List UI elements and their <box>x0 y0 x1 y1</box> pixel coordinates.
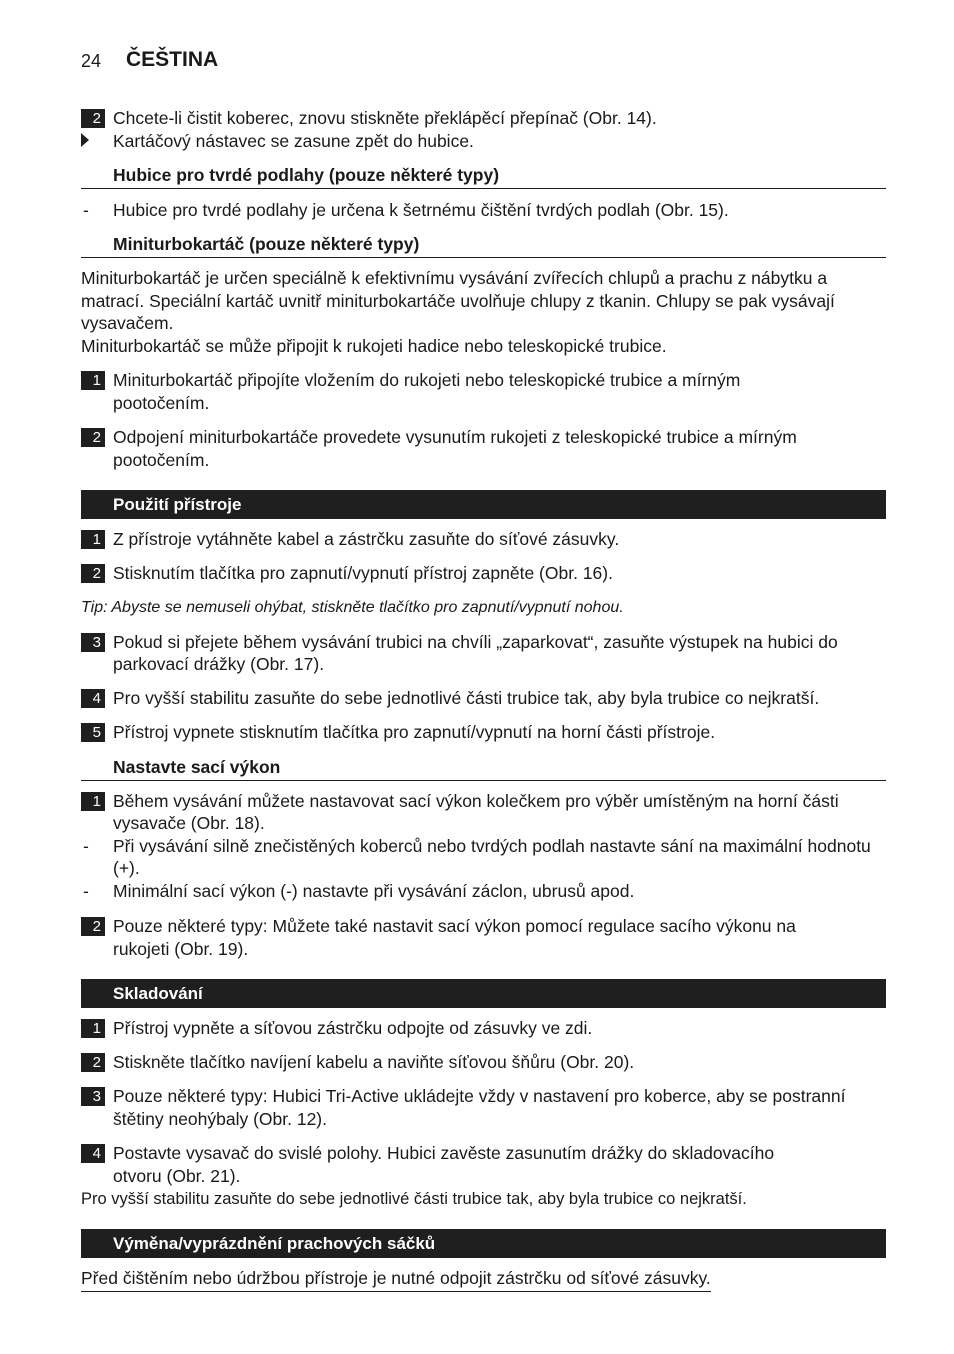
section-heading-mini-turbo: Miniturbokartáč (pouze některé typy) <box>113 234 420 254</box>
heading-rule <box>81 257 886 258</box>
section-bar-using: Použití přístroje <box>81 490 886 519</box>
step-text: štětiny neohýbaly (Obr. 12). <box>113 1109 327 1129</box>
step-text: vysavače (Obr. 18). <box>113 813 265 833</box>
step-text: Pokud si přejete během vysávání trubici na chvíli „zaparkovat“, zasuňte výstupek na hubici do <box>113 632 838 652</box>
result-text: Kartáčový nástavec se zasune zpět do hubice. <box>113 131 474 151</box>
step-text: Pouze některé typy: Hubici Tri-Active ukládejte vždy v nastavení pro koberce, aby se postranní <box>113 1086 846 1106</box>
heading-rule <box>81 188 886 189</box>
paragraph-line: vysavačem. <box>81 313 174 333</box>
section-heading-hard-floor: Hubice pro tvrdé podlahy (pouze některé typy) <box>113 165 500 185</box>
step-number: 3 <box>81 633 105 652</box>
step-text: Přístroj vypněte a síťovou zástrčku odpojte od zásuvky ve zdi. <box>113 1018 593 1038</box>
list-item: Hubice pro tvrdé podlahy je určena k šetrnému čištění tvrdých podlah (Obr. 15). <box>113 200 729 220</box>
step-number: 1 <box>81 530 105 549</box>
list-item: Při vysávání silně znečistěných koberců nebo tvrdých podlah nastavte sání na maximální hodnotu <box>113 836 871 856</box>
step-number: 4 <box>81 689 105 708</box>
step-number: 2 <box>81 109 105 128</box>
dash-bullet: - <box>83 836 89 856</box>
step-text: Z přístroje vytáhněte kabel a zástrčku zasuňte do síťové zásuvky. <box>113 529 620 549</box>
step-text: Stiskněte tlačítko navíjení kabelu a naviňte síťovou šňůru (Obr. 20). <box>113 1052 635 1072</box>
list-item: Minimální sací výkon (-) nastavte při vysávání záclon, ubrusů apod. <box>113 881 635 901</box>
step-number: 1 <box>81 1019 105 1038</box>
paragraph-line: matrací. Speciální kartáč uvnitř miniturbokartáče uvolňuje chlupy z tkanin. Chlupy se pak vysávají <box>81 291 835 311</box>
language-title: ČEŠTINA <box>126 48 219 71</box>
step-number: 2 <box>81 917 105 936</box>
step-text: Pouze některé typy: Můžete také nastavit sací výkon pomocí regulace sacího výkonu na <box>113 916 796 936</box>
step-number: 5 <box>81 723 105 742</box>
step-text: pootočením. <box>113 393 210 413</box>
step-text: otvoru (Obr. 21). <box>113 1166 241 1186</box>
step-text: Stisknutím tlačítka pro zapnutí/vypnutí přístroj zapněte (Obr. 16). <box>113 563 613 583</box>
step-text: Pro vyšší stabilitu zasuňte do sebe jednotlivé části trubice tak, aby byla trubice co nejkratší. <box>113 688 820 708</box>
step-text: Odpojení miniturbokartáče provedete vysunutím rukojeti z teleskopické trubice a mírným <box>113 427 797 447</box>
step-number: 1 <box>81 371 105 390</box>
dash-bullet: - <box>83 881 89 901</box>
warning-text: Před čištěním nebo údržbou přístroje je nutné odpojit zástrčku od síťové zásuvky. <box>81 1267 711 1292</box>
step-number: 2 <box>81 564 105 583</box>
paragraph-line: Miniturbokartáč je určen speciálně k efektivnímu vysávání zvířecích chlupů a prachu z nábytku a <box>81 268 828 288</box>
heading-rule <box>81 780 886 781</box>
dash-bullet: - <box>83 200 89 220</box>
step-text: parkovací drážky (Obr. 17). <box>113 654 325 674</box>
paragraph-line: Miniturbokartáč se může připojit k rukojeti hadice nebo teleskopické trubice. <box>81 336 667 356</box>
step-number: 4 <box>81 1144 105 1163</box>
note-text: Pro vyšší stabilitu zasuňte do sebe jednotlivé části trubice tak, aby byla trubice co nejkratší. <box>81 1190 747 1208</box>
result-arrow-icon <box>81 133 89 147</box>
step-text: pootočením. <box>113 450 210 470</box>
step-text: rukojeti (Obr. 19). <box>113 939 249 959</box>
step-number: 2 <box>81 428 105 447</box>
step-text: Během vysávání můžete nastavovat sací výkon kolečkem pro výběr umístěným na horní části <box>113 791 839 811</box>
page-number: 24 <box>81 51 102 71</box>
step-number: 1 <box>81 792 105 811</box>
section-heading-suction: Nastavte sací výkon <box>113 757 281 777</box>
step-number: 2 <box>81 1053 105 1072</box>
tip-text: Tip: Abyste se nemuseli ohýbat, stiskněte tlačítko pro zapnutí/vypnutí nohou. <box>81 599 624 616</box>
section-bar-dust-bags: Výměna/vyprázdnění prachových sáčků <box>81 1229 886 1258</box>
step-text: Postavte vysavač do svislé polohy. Hubici zavěste zasunutím drážky do skladovacího <box>113 1143 775 1163</box>
list-item: (+). <box>113 858 140 878</box>
step-number: 3 <box>81 1087 105 1106</box>
section-bar-storage: Skladování <box>81 979 886 1008</box>
step-text: Miniturbokartáč připojíte vložením do rukojeti nebo teleskopické trubice a mírným <box>113 370 741 390</box>
step-text: Přístroj vypnete stisknutím tlačítka pro zapnutí/vypnutí na horní části přístroje. <box>113 722 716 742</box>
step-text: Chcete-li čistit koberec, znovu stiskněte překlápěcí přepínač (Obr. 14). <box>113 108 657 128</box>
